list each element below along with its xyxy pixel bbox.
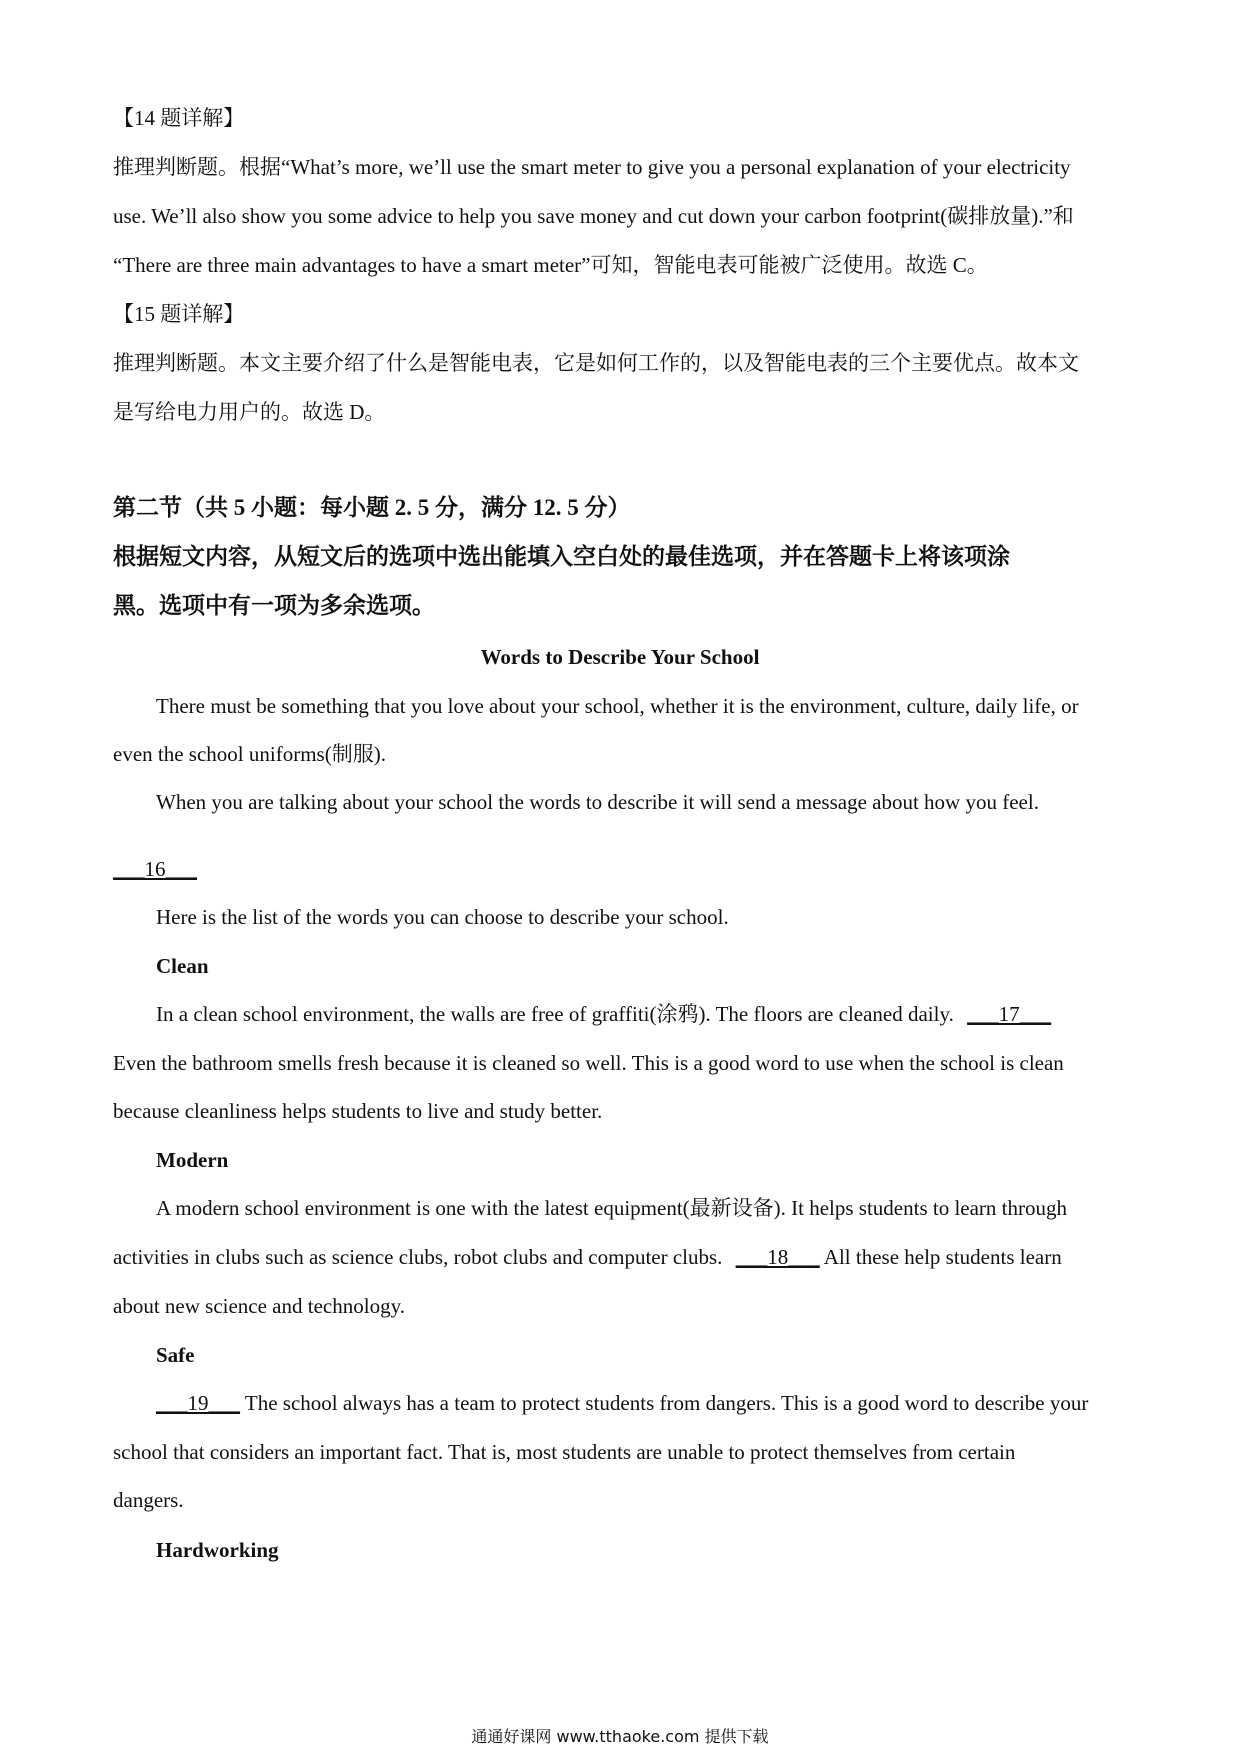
subheading-safe: Safe [156, 1343, 195, 1367]
passage-paragraph: because cleanliness helps students to live and study better. [113, 1099, 603, 1123]
modern-text: All these help students learn [823, 1245, 1062, 1269]
section-instructions: 根据短文内容，从短文后的选项中选出能填入空白处的最佳选项，并在答题卡上将该项涂 [113, 544, 1010, 569]
footer-watermark: 通通好课网 www.tthaoke.com 提供下载 [471, 1727, 769, 1746]
section-instructions: 黑。选项中有一项为多余选项。 [113, 593, 435, 618]
section-title: 第二节（共 5 小题：每小题 2. 5 分，满分 12. 5 分） [113, 495, 631, 520]
subheading-hardworking: Hardworking [156, 1538, 279, 1562]
passage-paragraph: There must be something that you love about your school, whether it is the environment, culture, daily life, or [156, 694, 1079, 718]
explanation-15-line: 是写给电力用户的。故选 D。 [113, 400, 386, 424]
passage-paragraph [156, 1000, 1051, 1028]
blank-18: ___18___ [735, 1245, 820, 1269]
explanation-14-line: “There are three main advantages to have a smart meter”可知，智能电表可能被广泛使用。故选 C。 [113, 253, 988, 277]
passage-paragraph: When you are talking about your school the words to describe it will send a message about how you feel. [156, 790, 1039, 814]
blank-17: ___17___ [967, 1002, 1052, 1026]
explanation-14-line: use. We’ll also show you some advice to help you save money and cut down your carbon footprint(碳排放量).”和 [113, 204, 1074, 228]
passage-paragraph: about new science and technology. [113, 1294, 405, 1318]
passage-paragraph: even the school uniforms(制服). [113, 742, 386, 766]
blank-16-label: ___16___ [113, 857, 197, 881]
passage-paragraph: A modern school environment is one with the latest equipment(最新设备). It helps students to learn through [156, 1196, 1068, 1220]
explanation-14-line: 推理判断题。根据“What’s more, we’ll use the smart meter to give you a personal explanation of your electricity [113, 155, 1071, 179]
modern-text: activities in clubs such as science clubs, robot clubs and computer clubs. [113, 1245, 723, 1269]
explanation-14-heading: 【14 题详解】 [113, 106, 245, 130]
passage-paragraph [156, 1389, 1088, 1417]
passage-paragraph: Here is the list of the words you can choose to describe your school. [156, 905, 729, 929]
blank-19: ___19___ [156, 1391, 240, 1415]
passage-title: Words to Describe Your School [480, 645, 760, 669]
subheading-modern: Modern [156, 1148, 229, 1172]
explanation-15-line: 推理判断题。本文主要介绍了什么是智能电表，它是如何工作的，以及智能电表的三个主要优点。故本文 [113, 351, 1079, 375]
explanation-15-heading: 【15 题详解】 [113, 302, 245, 326]
passage-paragraph: dangers. [113, 1488, 184, 1512]
passage-paragraph [113, 1243, 1062, 1271]
subheading-clean: Clean [156, 954, 209, 978]
safe-text: The school always has a team to protect students from dangers. This is a good word to describe your [244, 1391, 1089, 1415]
blank-16 [113, 855, 197, 883]
passage-paragraph: Even the bathroom smells fresh because it is cleaned so well. This is a good word to use when the school is clean [113, 1051, 1064, 1075]
clean-text: In a clean school environment, the walls are free of graffiti(涂鸦). The floors are cleaned daily. [156, 1002, 954, 1026]
passage-paragraph: school that considers an important fact. That is, most students are unable to protect themselves from certain [113, 1440, 1016, 1464]
